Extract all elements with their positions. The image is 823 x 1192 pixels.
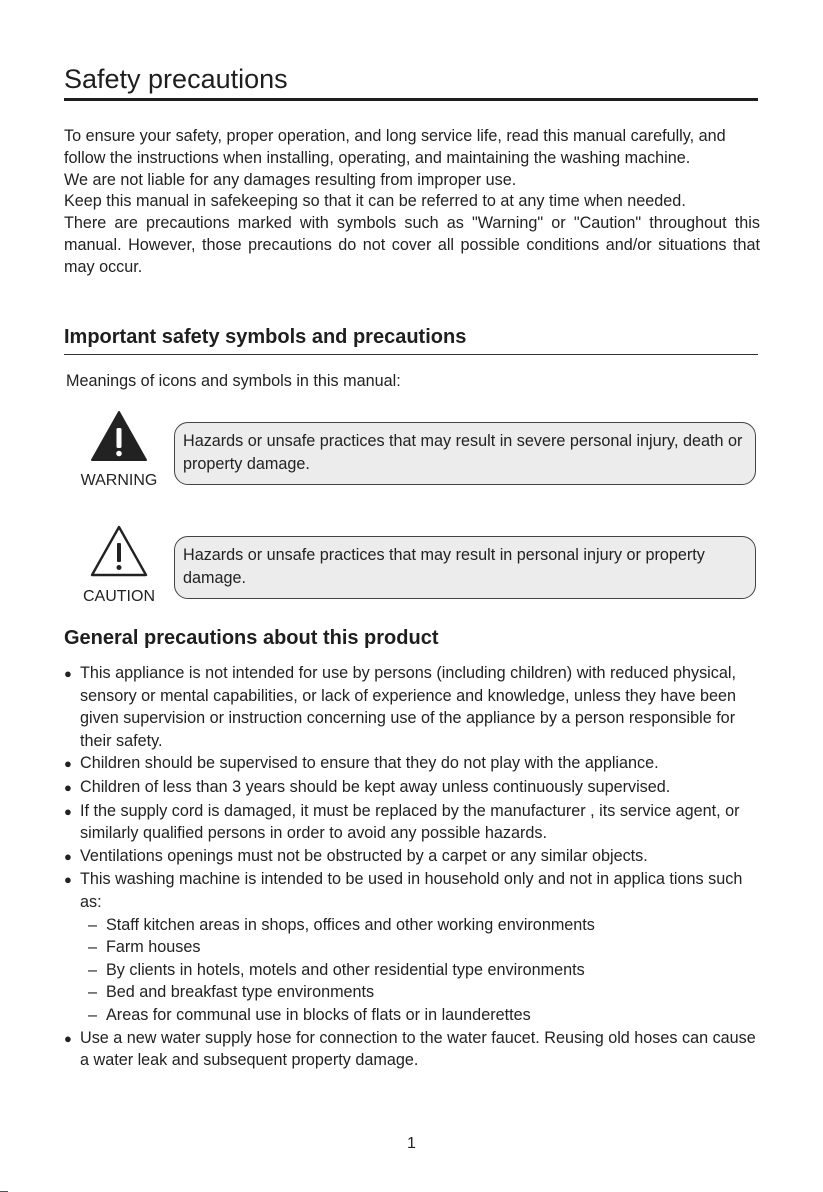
dash-icon: – [88,983,98,1002]
meanings-text: Meanings of icons and symbols in this manual: [66,372,401,390]
bullet-icon: ● [64,779,72,795]
list-item-text: Children of less than 3 years should be kept away unless continuously supervised. [80,777,671,796]
intro-paragraph: Keep this manual in safekeeping so that it can be referred to at any time when needed. [64,192,686,211]
page-title: Safety precautions [64,64,288,94]
sub-list-item [88,959,764,982]
list-item-text: Use a new water supply hose for connection to the water faucet. Reusing old hoses can cause a water leak and subsequent property damage. [80,1028,756,1070]
list-item [64,752,764,776]
dash-icon: – [88,960,98,979]
intro-paragraph: To ensure your safety, proper operation, and long service life, read this manual carefully, and follow the instructions when installing, operating, and maintaining the washing machine. [64,127,726,167]
list-item [64,1027,764,1072]
sub-list-item-text: Bed and breakfast type environments [106,983,375,1002]
list-item-text: Children should be supervised to ensure that they do not play with the appliance. [80,754,659,773]
dash-icon: – [88,915,98,934]
list-item [64,776,764,800]
intro-paragraph: We are not liable for any damages resulting from improper use. [64,170,517,189]
caution-label: CAUTION [83,588,155,605]
sub-list-item [88,981,764,1004]
list-item-text: Ventilations openings must not be obstructed by a carpet or any similar objects. [80,846,648,865]
caution-description-box: Hazards or unsafe practices that may result in personal injury or property damage. [174,536,756,599]
list-item [64,868,764,913]
sub-list-item-text: Farm houses [106,938,201,957]
general-heading: General precautions about this product [64,627,439,649]
warning-icon [90,410,148,462]
list-item [64,800,764,845]
sub-list-item [88,1004,764,1027]
bullet-icon: ● [64,666,72,681]
sub-list-item [88,936,764,959]
sub-list-item [88,914,764,937]
list-item-text: This appliance is not intended for use by persons (including children) with reduced physical, sensory or mental capabilities, or lack of experience and knowledge, unless they have been given supervision or instruction concerning use of the appliance by a person responsible for their safety. [80,664,736,750]
bullet-icon: ● [64,1030,72,1046]
important-heading: Important safety symbols and precautions [64,326,467,348]
intro-section [64,126,760,279]
heading-rule [64,354,758,355]
warning-label: WARNING [80,472,158,489]
warning-symbol [74,410,164,490]
sub-list-item-text: Staff kitchen areas in shops, offices and other working environments [106,915,595,934]
dash-icon: – [88,1005,98,1024]
sub-list [88,914,764,1027]
sub-list-item-text: By clients in hotels, motels and other residential type environments [106,960,585,979]
caution-symbol [74,524,164,606]
bullet-icon: ● [64,872,72,888]
intro-paragraph: There are precautions marked with symbols such as "Warning" or "Caution" throughout this manual. However, those precautions do not cover all possible conditions and/or situations that may occur. [64,214,760,276]
title-rule [64,98,758,101]
list-item-text: This washing machine is intended to be used in household only and not in applica tions such as: [80,870,743,911]
list-item [64,662,764,752]
list-item-text: If the supply cord is damaged, it must be replaced by the manufacturer , its service agent, or similarly qualified persons in order to avoid any possible hazards. [80,801,740,843]
bullet-icon: ● [64,848,72,864]
sub-list-item-text: Areas for communal use in blocks of flats or in launderettes [106,1005,531,1024]
warning-description-box: Hazards or unsafe practices that may result in severe personal injury, death or property damage. [174,422,756,485]
bullet-icon: ● [64,803,72,819]
dash-icon: – [88,938,98,957]
bullet-icon: ● [64,756,72,772]
page-number: 1 [407,1135,416,1152]
caution-icon [89,524,149,578]
list-item [64,845,764,869]
general-list [64,662,764,1072]
